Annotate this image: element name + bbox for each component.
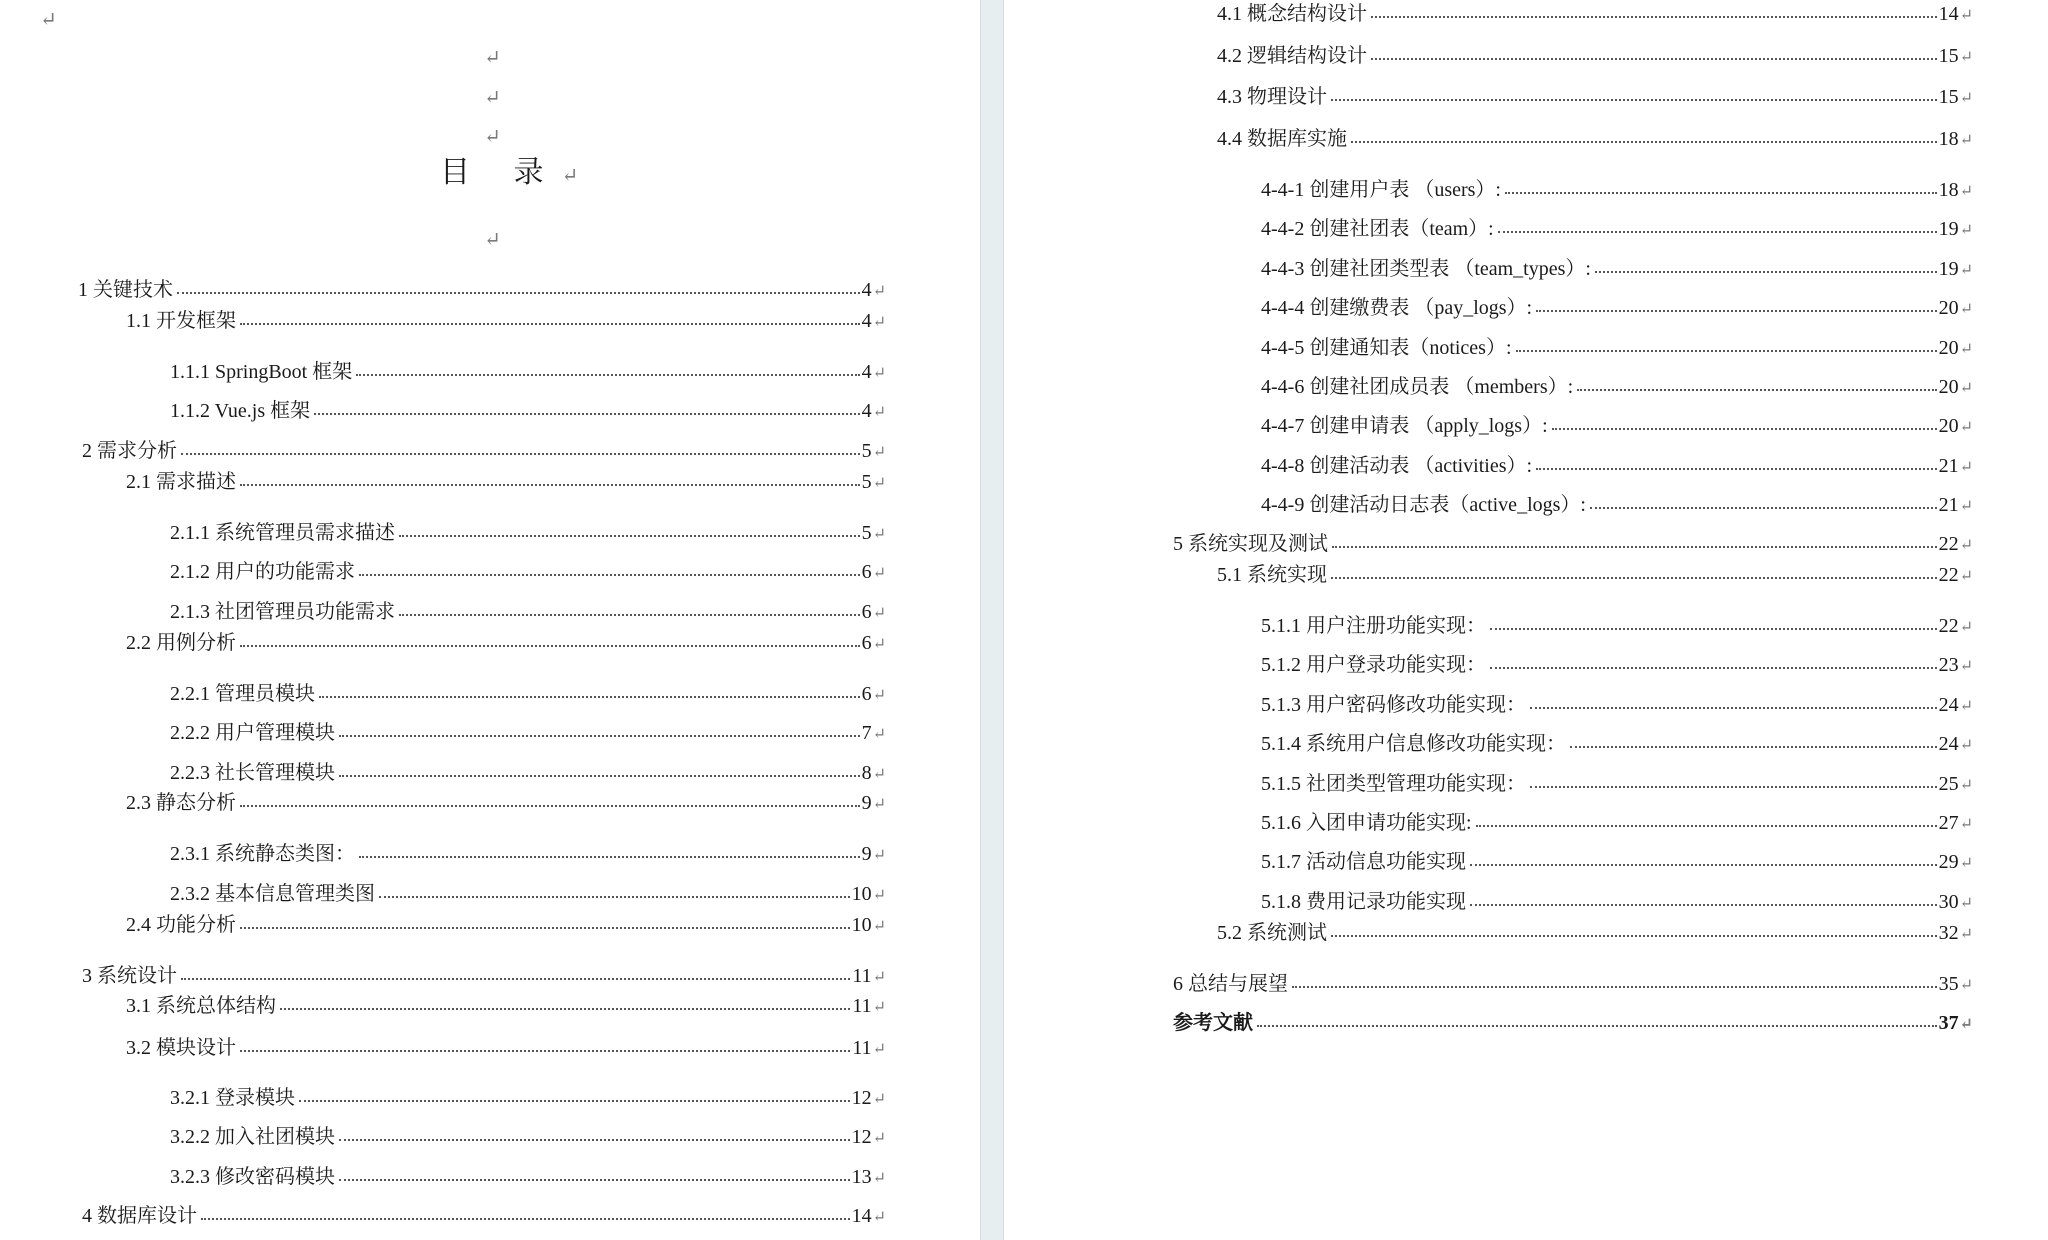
toc-entry[interactable]: 1.1 开发框架 4 ↵: [126, 310, 886, 332]
toc-entry[interactable]: 5.1.8 费用记录功能实现 30 ↵: [1261, 891, 1973, 913]
toc-entry[interactable]: 4-4-6 创建社团成员表 （members）: 20 ↵: [1261, 376, 1973, 398]
toc-entry[interactable]: 5.1.2 用户登录功能实现： 23 ↵: [1261, 654, 1973, 676]
toc-entry[interactable]: 4.4 数据库实施 18 ↵: [1217, 128, 1973, 150]
toc-entry[interactable]: 4-4-3 创建社团类型表 （team_types）: 19 ↵: [1261, 258, 1973, 280]
toc-entry[interactable]: 3.2.2 加入社团模块 12 ↵: [170, 1126, 886, 1148]
toc-entry[interactable]: 4-4-2 创建社团表（team）: 19 ↵: [1261, 218, 1973, 240]
toc-entry[interactable]: 5 系统实现及测试 22 ↵: [1173, 533, 1973, 555]
toc-entry[interactable]: 3.2.3 修改密码模块 13 ↵: [170, 1166, 886, 1188]
toc-entry[interactable]: 2.1.1 系统管理员需求描述 5 ↵: [170, 522, 886, 544]
toc-entry[interactable]: 3.2 模块设计 11 ↵: [126, 1037, 886, 1059]
toc-entry[interactable]: 2.3.2 基本信息管理类图 10 ↵: [170, 883, 886, 905]
toc-entry[interactable]: 5.2 系统测试 32 ↵: [1217, 922, 1973, 944]
toc-entry[interactable]: 2.2.3 社长管理模块 8 ↵: [170, 762, 886, 784]
toc-entry[interactable]: 3.1 系统总体结构 11 ↵: [126, 995, 886, 1017]
toc-entry[interactable]: 4-4-8 创建活动表 （activities）: 21 ↵: [1261, 455, 1973, 477]
toc-entry[interactable]: 2.4 功能分析 10 ↵: [126, 914, 886, 936]
toc-entry[interactable]: 5.1 系统实现 22 ↵: [1217, 564, 1973, 586]
paragraph-mark-icon: ↵: [484, 229, 501, 251]
toc-entry[interactable]: 5.1.4 系统用户信息修改功能实现： 24 ↵: [1261, 733, 1973, 755]
document-page-left: [0, 0, 980, 1240]
toc-entry[interactable]: 5.1.7 活动信息功能实现 29 ↵: [1261, 851, 1973, 873]
toc-entry[interactable]: 3.2.1 登录模块 12 ↵: [170, 1087, 886, 1109]
toc-entry[interactable]: 1.1.2 Vue.js 框架 4 ↵: [170, 400, 886, 422]
toc-entry[interactable]: 4-4-5 创建通知表（notices）: 20 ↵: [1261, 337, 1973, 359]
toc-entry[interactable]: 2.1.3 社团管理员功能需求 6 ↵: [170, 601, 886, 623]
toc-title: 目 录↵: [440, 156, 579, 189]
toc-entry[interactable]: 5.1.5 社团类型管理功能实现： 25 ↵: [1261, 773, 1973, 795]
toc-entry[interactable]: 1.1.1 SpringBoot 框架 4 ↵: [170, 361, 886, 383]
toc-entry[interactable]: 4.3 物理设计 15 ↵: [1217, 86, 1973, 108]
toc-entry[interactable]: 4.2 逻辑结构设计 15 ↵: [1217, 45, 1973, 67]
toc-entry[interactable]: 2.1 需求描述 5 ↵: [126, 471, 886, 493]
toc-entry[interactable]: 4-4-9 创建活动日志表（active_logs）: 21 ↵: [1261, 494, 1973, 516]
toc-entry[interactable]: 4-4-4 创建缴费表 （pay_logs）: 20 ↵: [1261, 297, 1973, 319]
toc-entry[interactable]: 2.3.1 系统静态类图： 9 ↵: [170, 843, 886, 865]
paragraph-mark-icon: ↵: [484, 47, 501, 69]
toc-entry[interactable]: 5.1.3 用户密码修改功能实现： 24 ↵: [1261, 694, 1973, 716]
toc-entry[interactable]: 1 关键技术 4 ↵: [78, 279, 886, 301]
toc-entry[interactable]: 2.3 静态分析 9 ↵: [126, 792, 886, 814]
toc-entry[interactable]: 6 总结与展望 35 ↵: [1173, 973, 1973, 995]
toc-entry[interactable]: 4 数据库设计 14 ↵: [82, 1205, 886, 1227]
toc-entry[interactable]: 5.1.6 入团申请功能实现: 27 ↵: [1261, 812, 1973, 834]
toc-entry[interactable]: 5.1.1 用户注册功能实现： 22 ↵: [1261, 615, 1973, 637]
toc-entry[interactable]: 4-4-1 创建用户表 （users）: 18 ↵: [1261, 179, 1973, 201]
toc-entry-references[interactable]: 参考文献 37 ↵: [1173, 1012, 1973, 1034]
document-page-right: [1004, 0, 2048, 1240]
toc-entry[interactable]: 2.2.1 管理员模块 6 ↵: [170, 683, 886, 705]
toc-entry[interactable]: 2.1.2 用户的功能需求 6 ↵: [170, 561, 886, 583]
toc-entry[interactable]: 2 需求分析 5 ↵: [82, 440, 886, 462]
toc-entry[interactable]: 2.2 用例分析 6 ↵: [126, 632, 886, 654]
paragraph-mark-icon: ↵: [484, 126, 501, 148]
toc-entry[interactable]: 4.1 概念结构设计 14 ↵: [1217, 3, 1973, 25]
paragraph-mark-icon: ↵: [40, 9, 57, 31]
toc-entry[interactable]: 2.2.2 用户管理模块 7 ↵: [170, 722, 886, 744]
toc-entry[interactable]: 3 系统设计 11 ↵: [82, 965, 886, 987]
toc-entry[interactable]: 4-4-7 创建申请表 （apply_logs）: 20 ↵: [1261, 415, 1973, 437]
paragraph-mark-icon: ↵: [484, 87, 501, 109]
page-gap: [980, 0, 1004, 1240]
